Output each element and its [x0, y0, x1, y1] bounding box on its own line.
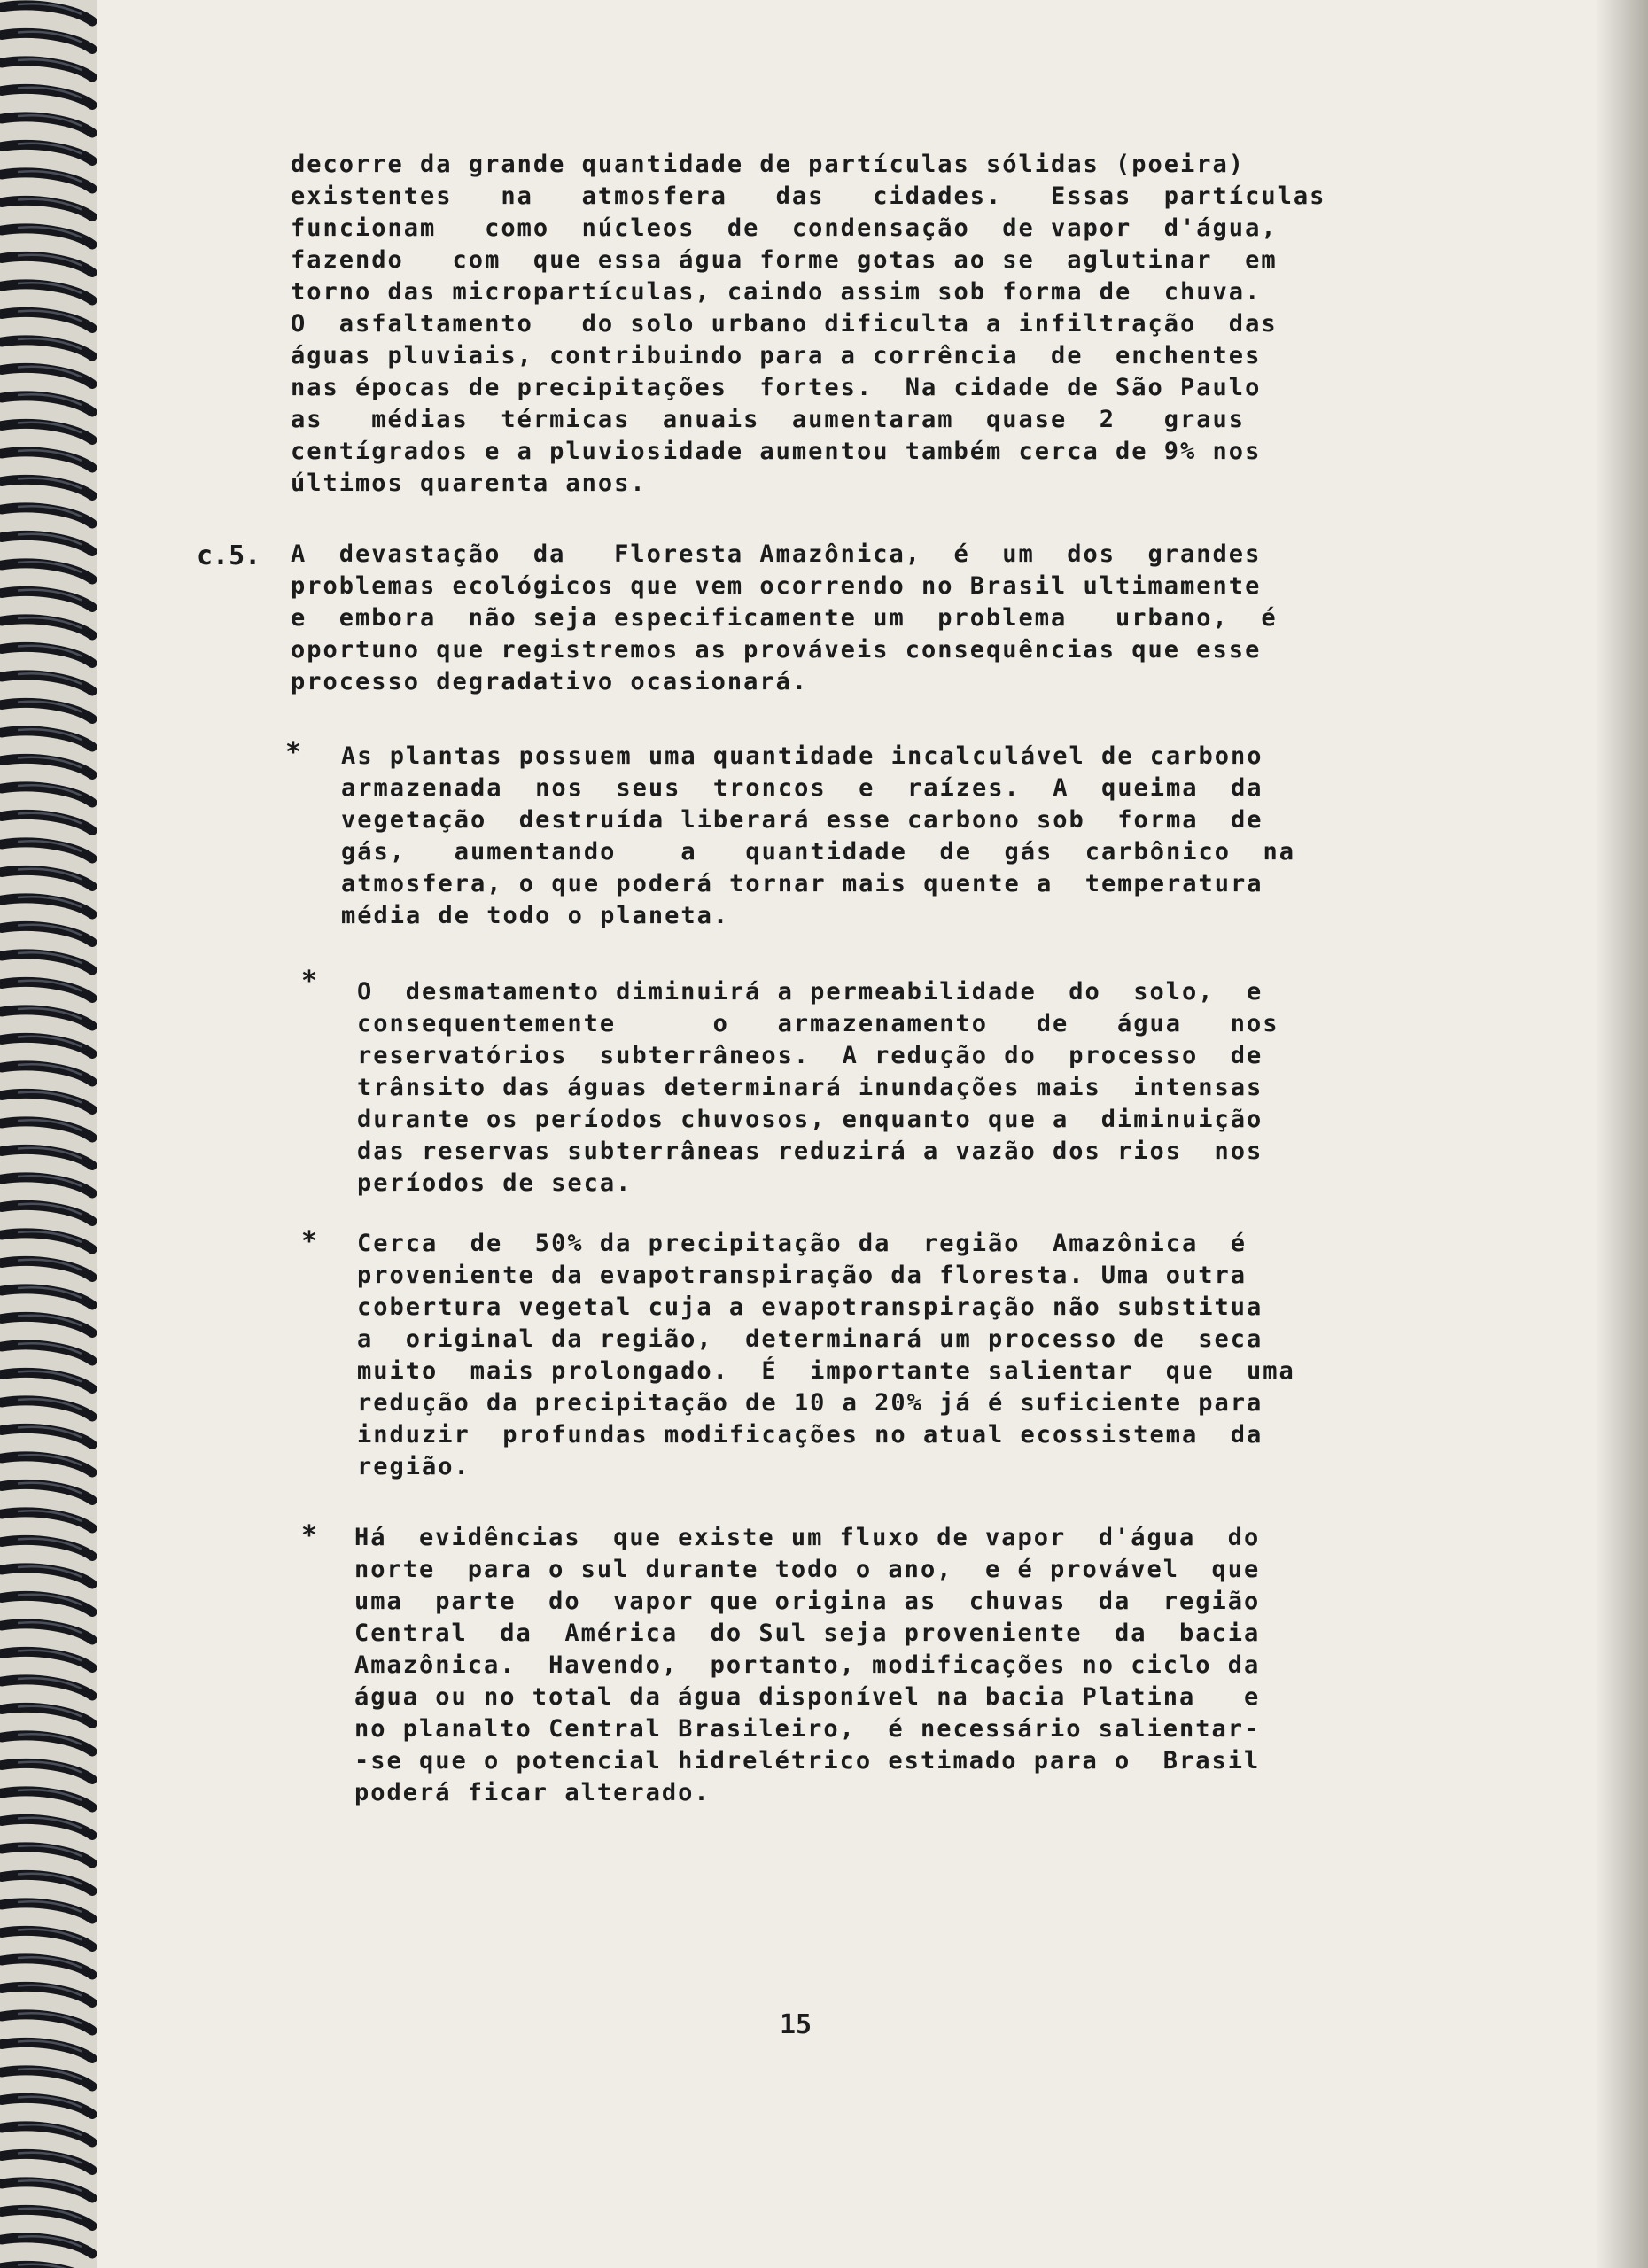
- text-line: existentes na atmosfera das cidades. Essas partículas: [291, 183, 1326, 210]
- text-line: redução da precipitação de 10 a 20% já é suficiente para: [357, 1389, 1263, 1417]
- text-line: As plantas possuem uma quantidade incalculável de carbono: [341, 742, 1263, 770]
- text-line: O desmatamento diminuirá a permeabilidade do solo, e: [357, 978, 1263, 1006]
- text-line: consequentemente o armazenamento de água nos: [357, 1010, 1279, 1037]
- text-line: muito mais prolongado. É importante salientar que uma: [357, 1357, 1295, 1385]
- text-line: durante os períodos chuvosos, enquanto que a diminuição: [357, 1106, 1263, 1133]
- bullet-marker: *: [301, 1226, 318, 1257]
- bullet-marker: *: [301, 966, 318, 997]
- text-line: centígrados e a pluviosidade aumentou também cerca de 9% nos: [291, 438, 1262, 465]
- section-marker-c5: c.5.: [197, 540, 261, 571]
- text-line: uma parte do vapor que origina as chuvas da região: [354, 1588, 1261, 1615]
- text-line: norte para o sul durante todo o ano, e é provável que: [354, 1556, 1261, 1583]
- section-c5-paragraph: [291, 539, 1278, 698]
- bullet-paragraph-carbon: [341, 741, 1295, 932]
- text-line: trânsito das águas determinará inundações mais intensas: [357, 1074, 1263, 1101]
- text-line: Há evidências que existe um fluxo de vapor d'água do: [354, 1524, 1261, 1551]
- text-line: atmosfera, o que poderá tornar mais quente a temperatura: [341, 870, 1263, 897]
- text-line: últimos quarenta anos.: [291, 470, 647, 497]
- text-line: períodos de seca.: [357, 1169, 633, 1197]
- text-line: a original da região, determinará um processo de seca: [357, 1325, 1263, 1353]
- text-line: vegetação destruída liberará esse carbono sob forma de: [341, 806, 1263, 834]
- text-line: das reservas subterrâneas reduzirá a vazão dos rios nos: [357, 1138, 1263, 1165]
- text-line: armazenada nos seus troncos e raízes. A queima da: [341, 774, 1263, 802]
- bullet-paragraph-vapor-flow: [354, 1522, 1260, 1809]
- text-line: águas pluviais, contribuindo para a corrência de enchentes: [291, 342, 1262, 369]
- text-line: Central da América do Sul seja proveniente da bacia: [354, 1619, 1261, 1647]
- text-line: poderá ficar alterado.: [354, 1779, 711, 1806]
- text-line: fazendo com que essa água forme gotas ao se aglutinar em: [291, 246, 1278, 274]
- text-line: A devastação da Floresta Amazônica, é um dos grandes: [291, 540, 1262, 568]
- text-line: região.: [357, 1453, 470, 1480]
- bullet-marker: *: [301, 1520, 318, 1551]
- text-line: O asfaltamento do solo urbano dificulta a infiltração das: [291, 310, 1278, 338]
- bullet-marker: *: [285, 737, 302, 768]
- text-line: oportuno que registremos as prováveis consequências que esse: [291, 636, 1262, 664]
- text-line: decorre da grande quantidade de partículas sólidas (poeira): [291, 151, 1246, 178]
- text-line: torno das micropartículas, caindo assim sob forma de chuva.: [291, 278, 1262, 306]
- text-line: funcionam como núcleos de condensação de vapor d'água,: [291, 214, 1278, 242]
- text-line: proveniente da evapotranspiração da floresta. Uma outra: [357, 1262, 1248, 1289]
- page-edge-shadow: [1595, 0, 1648, 2268]
- intro-paragraph: [291, 149, 1325, 500]
- text-line: nas épocas de precipitações fortes. Na cidade de São Paulo: [291, 374, 1262, 401]
- text-line: induzir profundas modificações no atual ecossistema da: [357, 1421, 1263, 1449]
- text-line: Amazônica. Havendo, portanto, modificações no ciclo da: [354, 1651, 1261, 1679]
- text-line: processo degradativo ocasionará.: [291, 668, 809, 695]
- bullet-paragraph-precipitation: [357, 1228, 1295, 1483]
- spiral-binding: [0, 0, 97, 2268]
- text-line: -se que o potencial hidrelétrico estimado para o Brasil: [354, 1747, 1261, 1775]
- text-line: média de todo o planeta.: [341, 902, 730, 929]
- bullet-paragraph-deforestation: [357, 976, 1279, 1200]
- text-line: cobertura vegetal cuja a evapotranspiração não substitua: [357, 1293, 1263, 1321]
- text-line: Cerca de 50% da precipitação da região Amazônica é: [357, 1230, 1248, 1257]
- text-line: problemas ecológicos que vem ocorrendo no Brasil ultimamente: [291, 572, 1262, 600]
- text-line: reservatórios subterrâneos. A redução do processo de: [357, 1042, 1263, 1069]
- text-line: gás, aumentando a quantidade de gás carbônico na: [341, 838, 1296, 866]
- text-line: e embora não seja especificamente um problema urbano, é: [291, 604, 1278, 632]
- text-line: no planalto Central Brasileiro, é necessário salientar-: [354, 1715, 1261, 1743]
- text-line: as médias térmicas anuais aumentaram quase 2 graus: [291, 406, 1246, 433]
- text-line: água ou no total da água disponível na bacia Platina e: [354, 1683, 1261, 1711]
- page-number: 15: [780, 2009, 812, 2040]
